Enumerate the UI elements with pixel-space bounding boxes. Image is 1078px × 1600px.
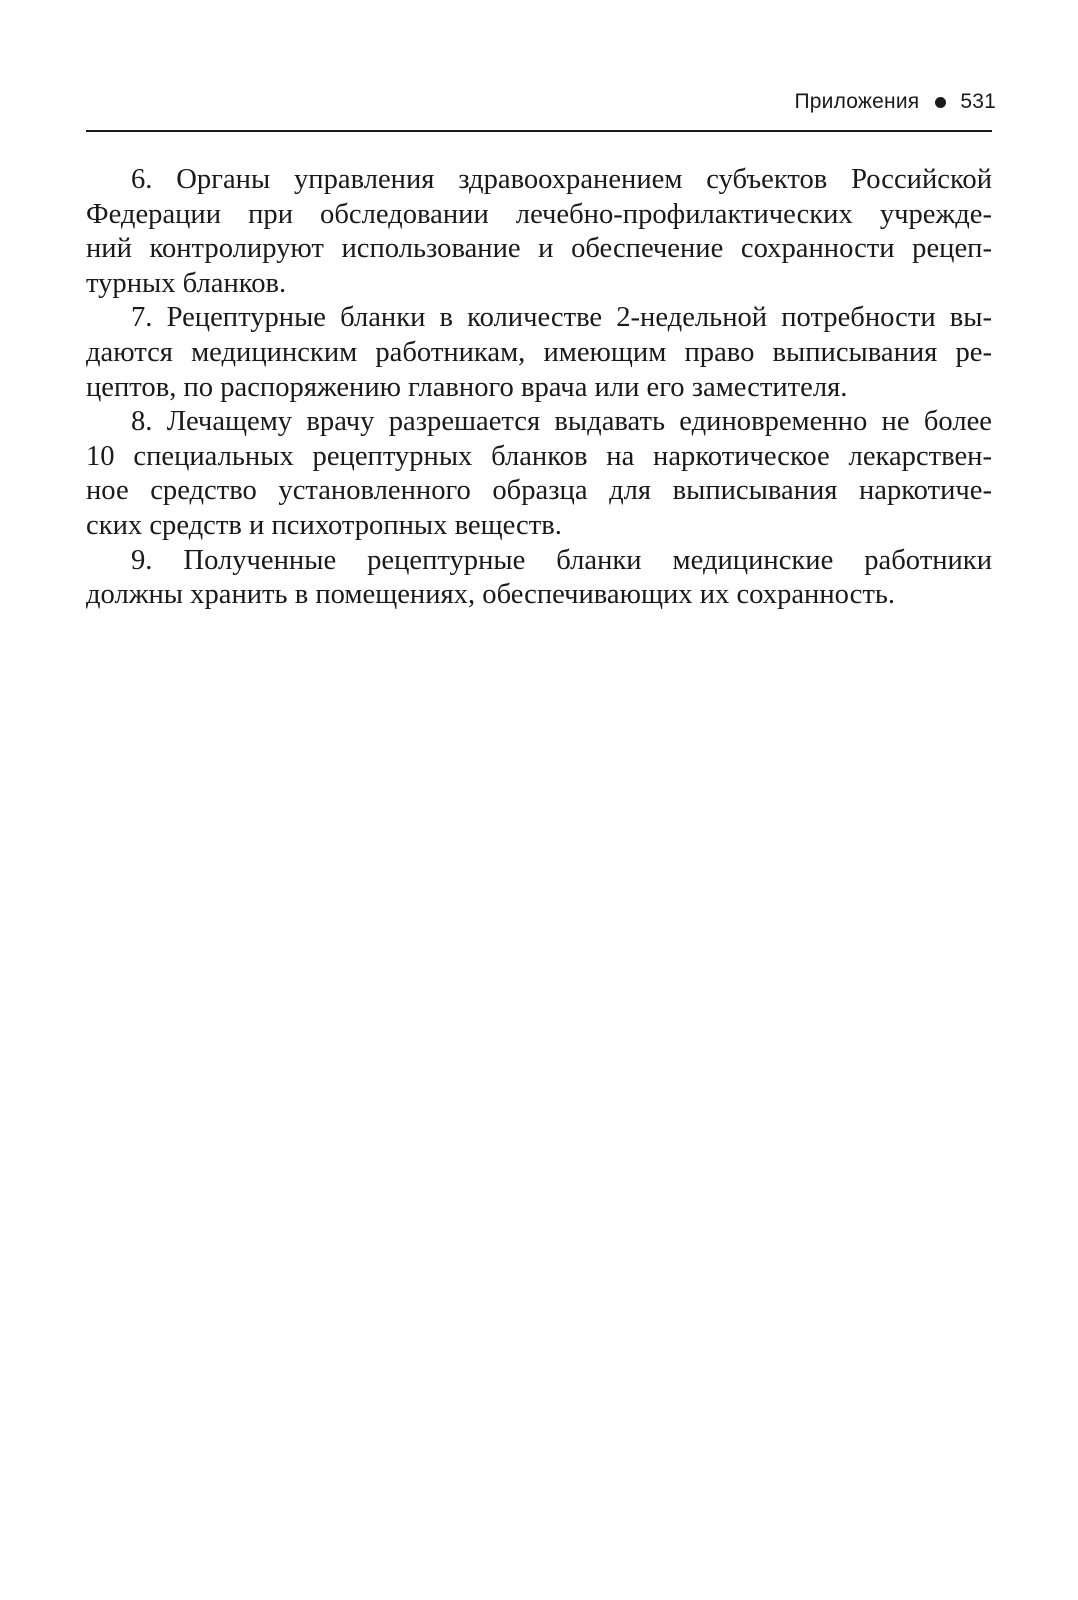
running-header	[794, 90, 996, 114]
text-line: должны хранить в помещениях, обеспечивающих их сохранность.	[86, 579, 896, 611]
text-line: даются медицинским работникам, имеющим право выписывания ре-	[86, 336, 992, 368]
text-line: 9. Полученные рецептурные бланки медицинские работники	[131, 544, 992, 576]
paragraph-9	[86, 544, 992, 613]
paragraph-8	[86, 405, 992, 543]
text-line: турных бланков.	[86, 267, 287, 299]
text-line: ное средство установленного образца для выписывания наркотиче-	[86, 475, 992, 507]
text-line: 8. Лечащему врачу разрешается выдавать единовременно не более	[131, 406, 992, 438]
text-line: Федерации при обследовании лечебно-профилактических учрежде-	[86, 198, 992, 230]
section-title: Приложения	[794, 90, 920, 113]
body-text	[86, 163, 992, 613]
paragraph-7	[86, 301, 992, 405]
text-line: 10 специальных рецептурных бланков на наркотическое лекарствен-	[86, 440, 992, 472]
text-line: ний контролируют использование и обеспечение сохранности рецеп-	[86, 233, 992, 265]
header-rule	[86, 130, 992, 132]
text-line: 7. Рецептурные бланки в количестве 2-недельной потребности вы-	[131, 302, 992, 334]
paragraph-6	[86, 163, 992, 301]
text-line: цептов, по распоряжению главного врача или его заместителя.	[86, 371, 848, 403]
text-line: 6. Органы управления здравоохранением субъектов Российской	[131, 164, 992, 195]
text-line: ских средств и психотропных веществ.	[86, 509, 562, 541]
page-number: 531	[960, 90, 996, 113]
bullet-separator-icon	[935, 97, 946, 108]
